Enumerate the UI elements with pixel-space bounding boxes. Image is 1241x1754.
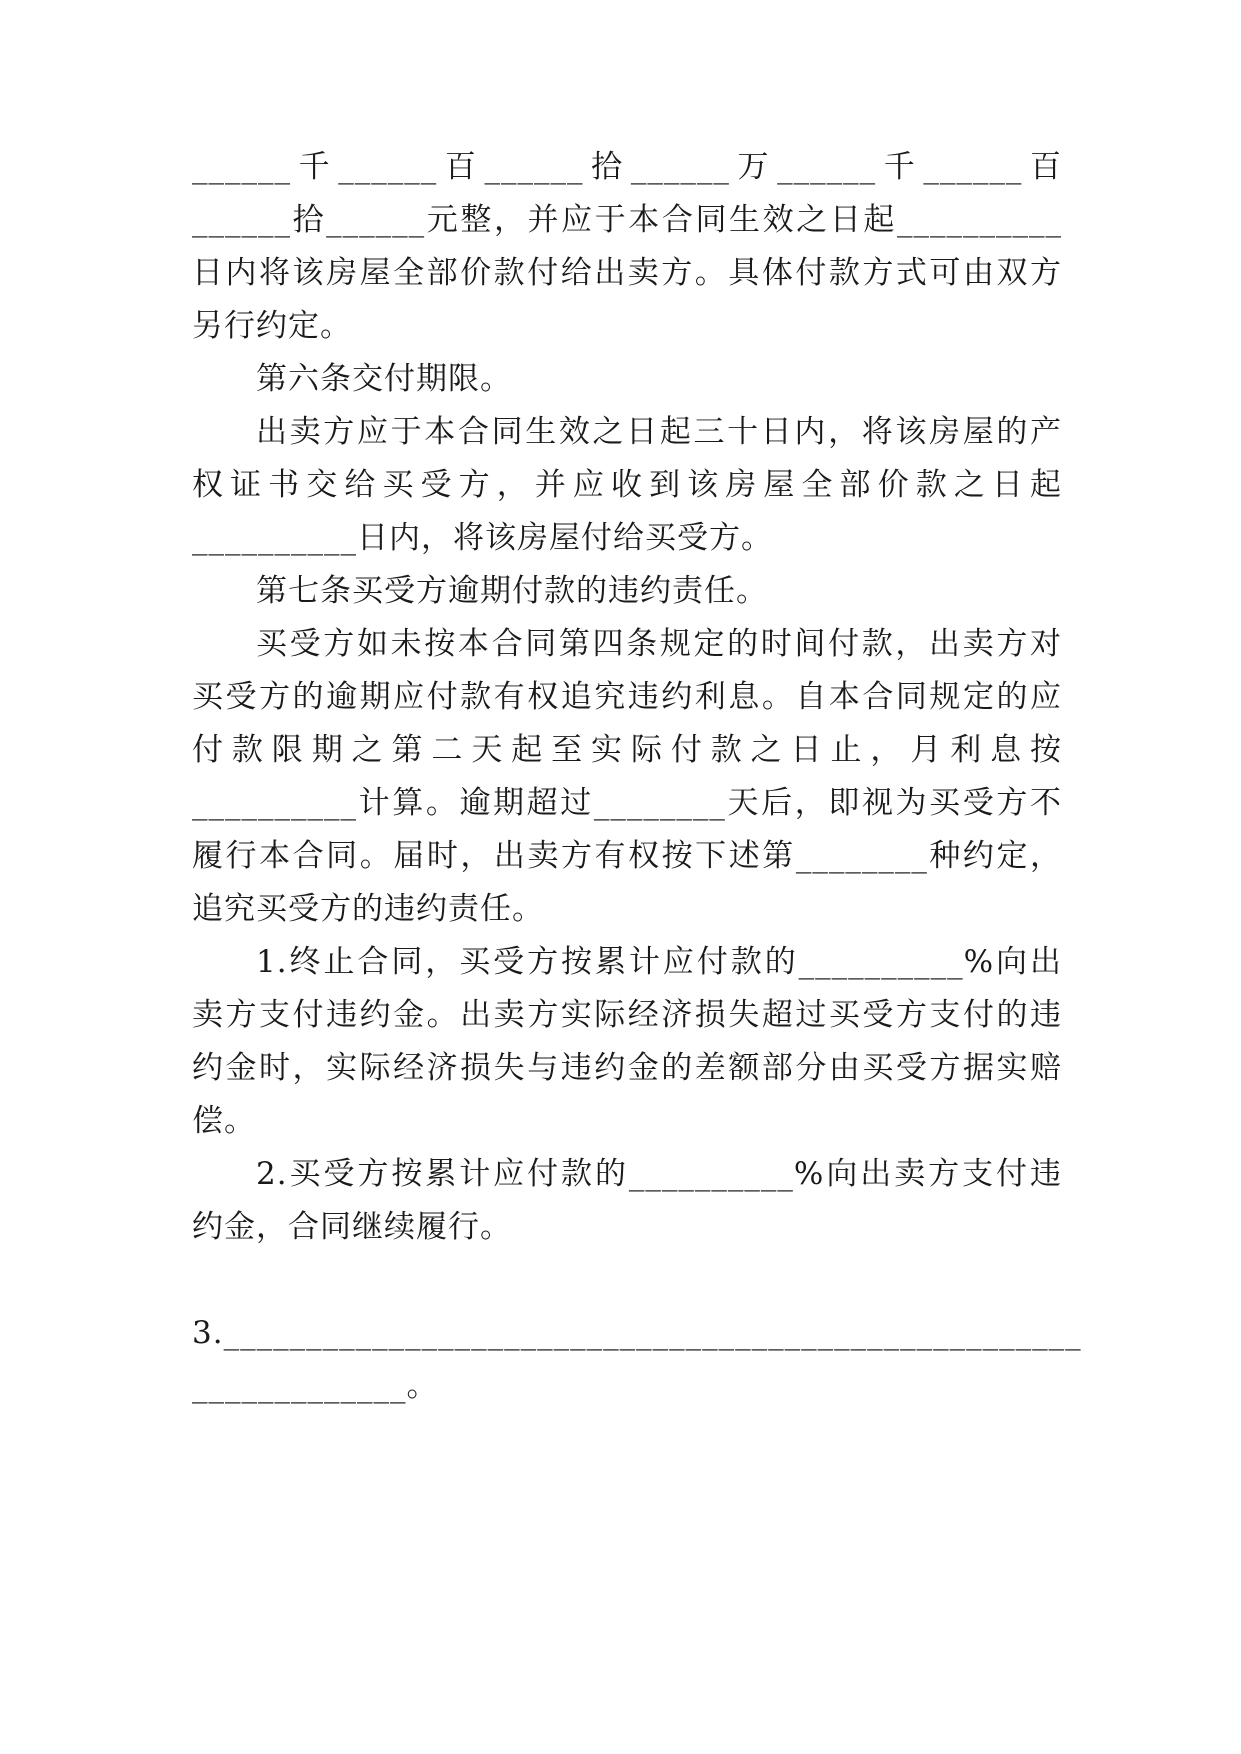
text-line: 出卖方应于本合同生效之日起三十日内，将该房屋的产 bbox=[256, 414, 1062, 450]
section-heading: 第七条买受方逾期付款的违约责任。 bbox=[256, 573, 768, 609]
text-line: 付款限期之第二天起至实际付款之日止，月利息按 bbox=[192, 732, 1062, 768]
list-item: 2.买受方按累计应付款的__________%向出卖方支付违 bbox=[256, 1156, 1062, 1192]
text-line: _____________。 bbox=[192, 1368, 439, 1404]
text-line: __________计算。逾期超过________天后，即视为买受方不 bbox=[192, 785, 1062, 821]
list-item: 1.终止合同，买受方按累计应付款的__________%向出 bbox=[256, 944, 1062, 980]
text-line: ______千______百______拾______万______千______百 bbox=[192, 149, 1062, 185]
text-line: 追究买受方的违约责任。 bbox=[192, 891, 544, 927]
text-line: 买受方的逾期应付款有权追究违约利息。自本合同规定的应 bbox=[192, 679, 1062, 715]
text-line: ______拾______元整，并应于本合同生效之日起__________ bbox=[192, 202, 1062, 238]
list-item: 3.____________________________________________________ bbox=[192, 1315, 1082, 1351]
text-line: 买受方如未按本合同第四条规定的时间付款，出卖方对 bbox=[256, 626, 1062, 662]
text-line: 约金时，实际经济损失与违约金的差额部分由买受方据实赔 bbox=[192, 1050, 1062, 1086]
section-heading: 第六条交付期限。 bbox=[256, 361, 512, 397]
text-line: 偿。 bbox=[192, 1103, 256, 1139]
text-line: __________日内，将该房屋付给买受方。 bbox=[192, 520, 773, 556]
text-line: 权证书交给买受方，并应收到该房屋全部价款之日起 bbox=[192, 467, 1062, 503]
text-line: 卖方支付违约金。出卖方实际经济损失超过买受方支付的违 bbox=[192, 997, 1062, 1033]
text-line: 日内将该房屋全部价款付给出卖方。具体付款方式可由双方 bbox=[192, 255, 1062, 291]
text-line: 履行本合同。届时，出卖方有权按下述第________种约定， bbox=[192, 838, 1062, 874]
text-line: 约金，合同继续履行。 bbox=[192, 1209, 512, 1245]
text-line: 另行约定。 bbox=[192, 308, 352, 344]
